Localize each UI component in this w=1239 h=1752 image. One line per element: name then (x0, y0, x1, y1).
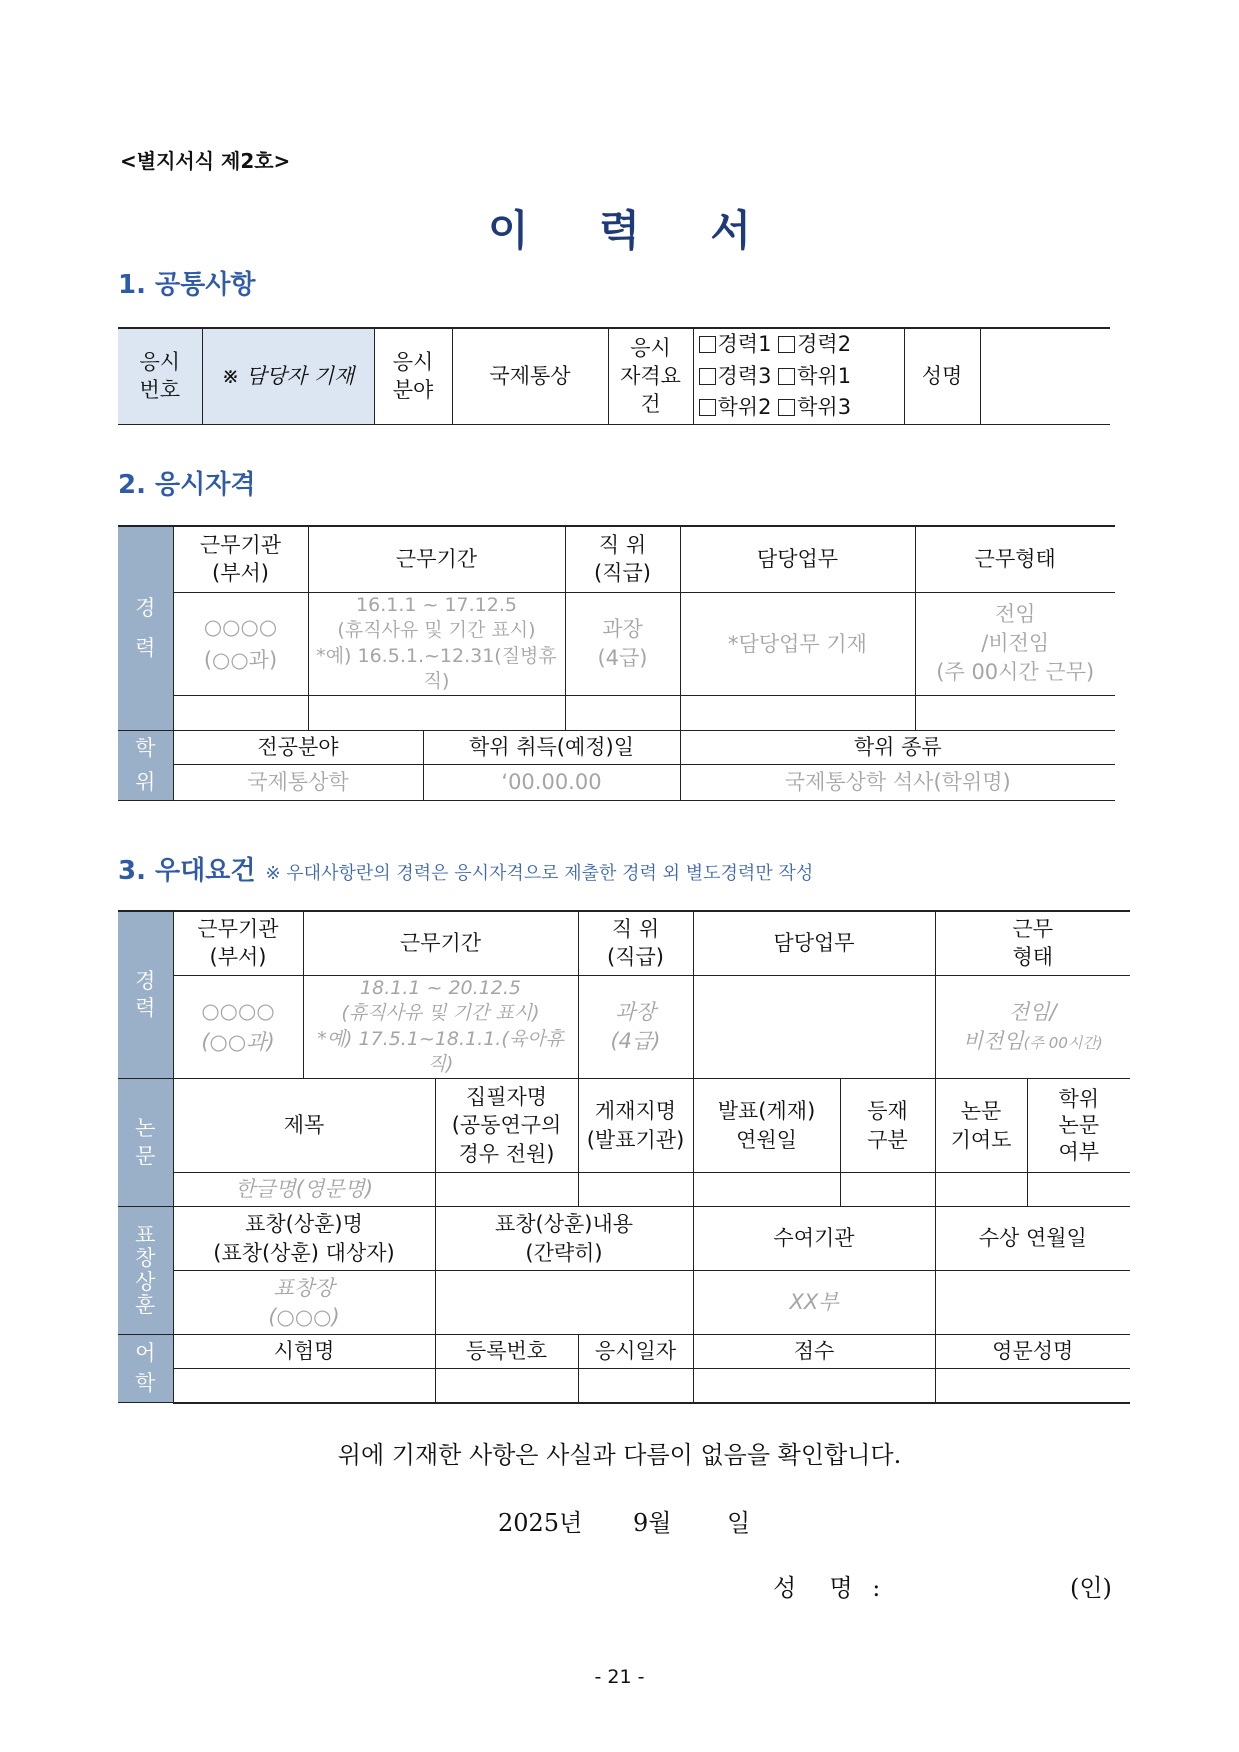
section3-heading: 3. 우대요건 ※ 우대사항란의 경력은 응시자격으로 제출한 경력 외 별도경력만 작성 (118, 856, 814, 886)
career-example-position[interactable]: 과장 (4급) (565, 592, 680, 696)
qual-option[interactable]: 학위2 (699, 395, 772, 419)
award-header-date: 수상 연월일 (935, 1207, 1130, 1271)
qual-option[interactable]: 학위3 (778, 395, 851, 419)
confirmation-text: 위에 기재한 사항은 사실과 다름이 없음을 확인합니다. (337, 1441, 902, 1469)
paper-side-label: 논 문 (118, 1079, 173, 1207)
pref-career-example-org[interactable]: ○○○○ (○○과) (173, 975, 303, 1079)
career-example-type[interactable]: 전임 /비전임 (주 00시간 근무) (915, 592, 1115, 696)
career-blank-cell[interactable] (173, 696, 308, 731)
degree-header-date: 학위 취득(예정)일 (423, 731, 680, 765)
career-header-period: 근무기간 (308, 526, 565, 592)
paper-blank-cell[interactable] (435, 1173, 578, 1207)
qual-option[interactable]: 학위1 (778, 364, 851, 388)
pref-career-header-org: 근무기관 (부서) (173, 911, 303, 975)
degree-side-label: 학 위 (118, 731, 173, 801)
seal-mark: (인) (1070, 1574, 1112, 1602)
checkbox-icon (778, 368, 795, 385)
language-header-regno: 등록번호 (435, 1335, 578, 1369)
qualification-table (118, 525, 1115, 801)
language-side-label: 어 학 (118, 1335, 173, 1403)
career-example-period[interactable]: 16.1.1 ~ 17.12.5 (휴직사유 및 기간 표시) *예) 16.5.1.~12.31(질병휴직) (308, 592, 565, 696)
section1-heading: 1. 공통사항 (118, 270, 256, 300)
award-header-org: 수여기관 (693, 1207, 935, 1271)
language-blank-cell[interactable] (578, 1369, 693, 1403)
pref-career-header-duty: 담당업무 (693, 911, 935, 975)
degree-example-type[interactable]: 국제통상학 석사(학위명) (680, 765, 1115, 801)
paper-header-authors: 집필자명 (공동연구의 경우 전원) (435, 1079, 578, 1173)
career-example-duty[interactable]: *담당업무 기재 (680, 592, 915, 696)
checkbox-icon (778, 336, 795, 353)
paper-header-title: 제목 (173, 1079, 435, 1173)
qualification-options (693, 328, 904, 424)
pref-career-example-duty[interactable] (693, 975, 935, 1079)
award-header-content: 표창(상훈)내용 (간략히) (435, 1207, 693, 1271)
checkbox-icon (699, 399, 716, 416)
pref-career-side-label: 경 력 (118, 911, 173, 1079)
paper-header-index: 등재 구분 (840, 1079, 935, 1173)
checkbox-icon (699, 368, 716, 385)
career-header-position: 직 위 (직급) (565, 526, 680, 592)
name-label: 성명 (904, 328, 980, 424)
qual-option[interactable]: 경력2 (778, 332, 851, 356)
career-blank-cell[interactable] (308, 696, 565, 731)
award-example-name[interactable]: 표창장 (○○○) (173, 1271, 435, 1335)
award-example-org[interactable]: XX부 (693, 1271, 935, 1335)
award-header-name: 표창(상훈)명 (표창(상훈) 대상자) (173, 1207, 435, 1271)
exam-number-label: 응시 번호 (118, 328, 202, 424)
career-side-label: 경 력 (118, 526, 173, 731)
name-value[interactable] (980, 328, 1110, 424)
career-header-duty: 담당업무 (680, 526, 915, 592)
page-number: - 21 - (594, 1666, 645, 1688)
preference-table (118, 910, 1130, 1404)
paper-blank-cell[interactable] (693, 1173, 840, 1207)
section3-note: ※ 우대사항란의 경력은 응시자격으로 제출한 경력 외 별도경력만 작성 (265, 863, 814, 884)
field-value[interactable]: 국제통상 (452, 328, 608, 424)
qualification-label: 응시 자격요건 (608, 328, 693, 424)
pref-career-example-position[interactable]: 과장 (4급) (578, 975, 693, 1079)
language-header-date: 응시일자 (578, 1335, 693, 1369)
career-example-org[interactable]: ○○○○ (○○과) (173, 592, 308, 696)
paper-blank-cell[interactable] (578, 1173, 693, 1207)
paper-header-thesis: 학위 논문 여부 (1027, 1079, 1130, 1173)
language-blank-cell[interactable] (935, 1369, 1130, 1403)
document-title: 이 력 서 (488, 206, 779, 255)
degree-example-major[interactable]: 국제통상학 (173, 765, 423, 801)
date-day: 일 (727, 1509, 751, 1537)
degree-header-type: 학위 종류 (680, 731, 1115, 765)
paper-header-contribution: 논문 기여도 (935, 1079, 1027, 1173)
paper-blank-cell[interactable] (1027, 1173, 1130, 1207)
career-blank-cell[interactable] (680, 696, 915, 731)
common-info-table (118, 327, 1110, 425)
section2-heading: 2. 응시자격 (118, 470, 256, 500)
qual-option[interactable]: 경력1 (699, 332, 772, 356)
language-blank-cell[interactable] (173, 1369, 435, 1403)
paper-example-title[interactable]: 한글명(영문명) (173, 1173, 435, 1207)
paper-blank-cell[interactable] (935, 1173, 1027, 1207)
pref-career-example-type[interactable]: 전임/ 비전임(주 00시간) (935, 975, 1130, 1079)
date-year: 2025년 (498, 1509, 583, 1537)
form-label: <별지서식 제2호> (120, 149, 291, 173)
career-header-type: 근무형태 (915, 526, 1115, 592)
language-header-engname: 영문성명 (935, 1335, 1130, 1369)
paper-blank-cell[interactable] (840, 1173, 935, 1207)
pref-career-header-type: 근무 형태 (935, 911, 1130, 975)
degree-example-date[interactable]: ‘00.00.00 (423, 765, 680, 801)
award-example-date[interactable] (935, 1271, 1130, 1335)
career-blank-cell[interactable] (915, 696, 1115, 731)
language-blank-cell[interactable] (435, 1369, 578, 1403)
paper-header-date: 발표(게재) 연원일 (693, 1079, 840, 1173)
degree-header-major: 전공분야 (173, 731, 423, 765)
career-blank-cell[interactable] (565, 696, 680, 731)
field-label: 응시 분야 (374, 328, 452, 424)
award-side-label: 표 창 상 훈 (118, 1207, 173, 1335)
qual-option[interactable]: 경력3 (699, 364, 772, 388)
language-header-test: 시험명 (173, 1335, 435, 1369)
language-blank-cell[interactable] (693, 1369, 935, 1403)
pref-career-example-period[interactable]: 18.1.1 ~ 20.12.5 (휴직사유 및 기간 표시) *예) 17.5.1~18.1.1.(육아휴직) (303, 975, 578, 1079)
career-header-org: 근무기관 (부서) (173, 526, 308, 592)
date-month: 9월 (633, 1509, 672, 1537)
award-example-content[interactable] (435, 1271, 693, 1335)
pref-career-header-position: 직 위 (직급) (578, 911, 693, 975)
checkbox-icon (778, 399, 795, 416)
signature-label: 성 명 : (773, 1574, 887, 1602)
exam-number-value: ※ 담당자 기재 (202, 328, 374, 424)
paper-header-journal: 게재지명 (발표기관) (578, 1079, 693, 1173)
checkbox-icon (699, 336, 716, 353)
pref-career-header-period: 근무기간 (303, 911, 578, 975)
language-header-score: 점수 (693, 1335, 935, 1369)
